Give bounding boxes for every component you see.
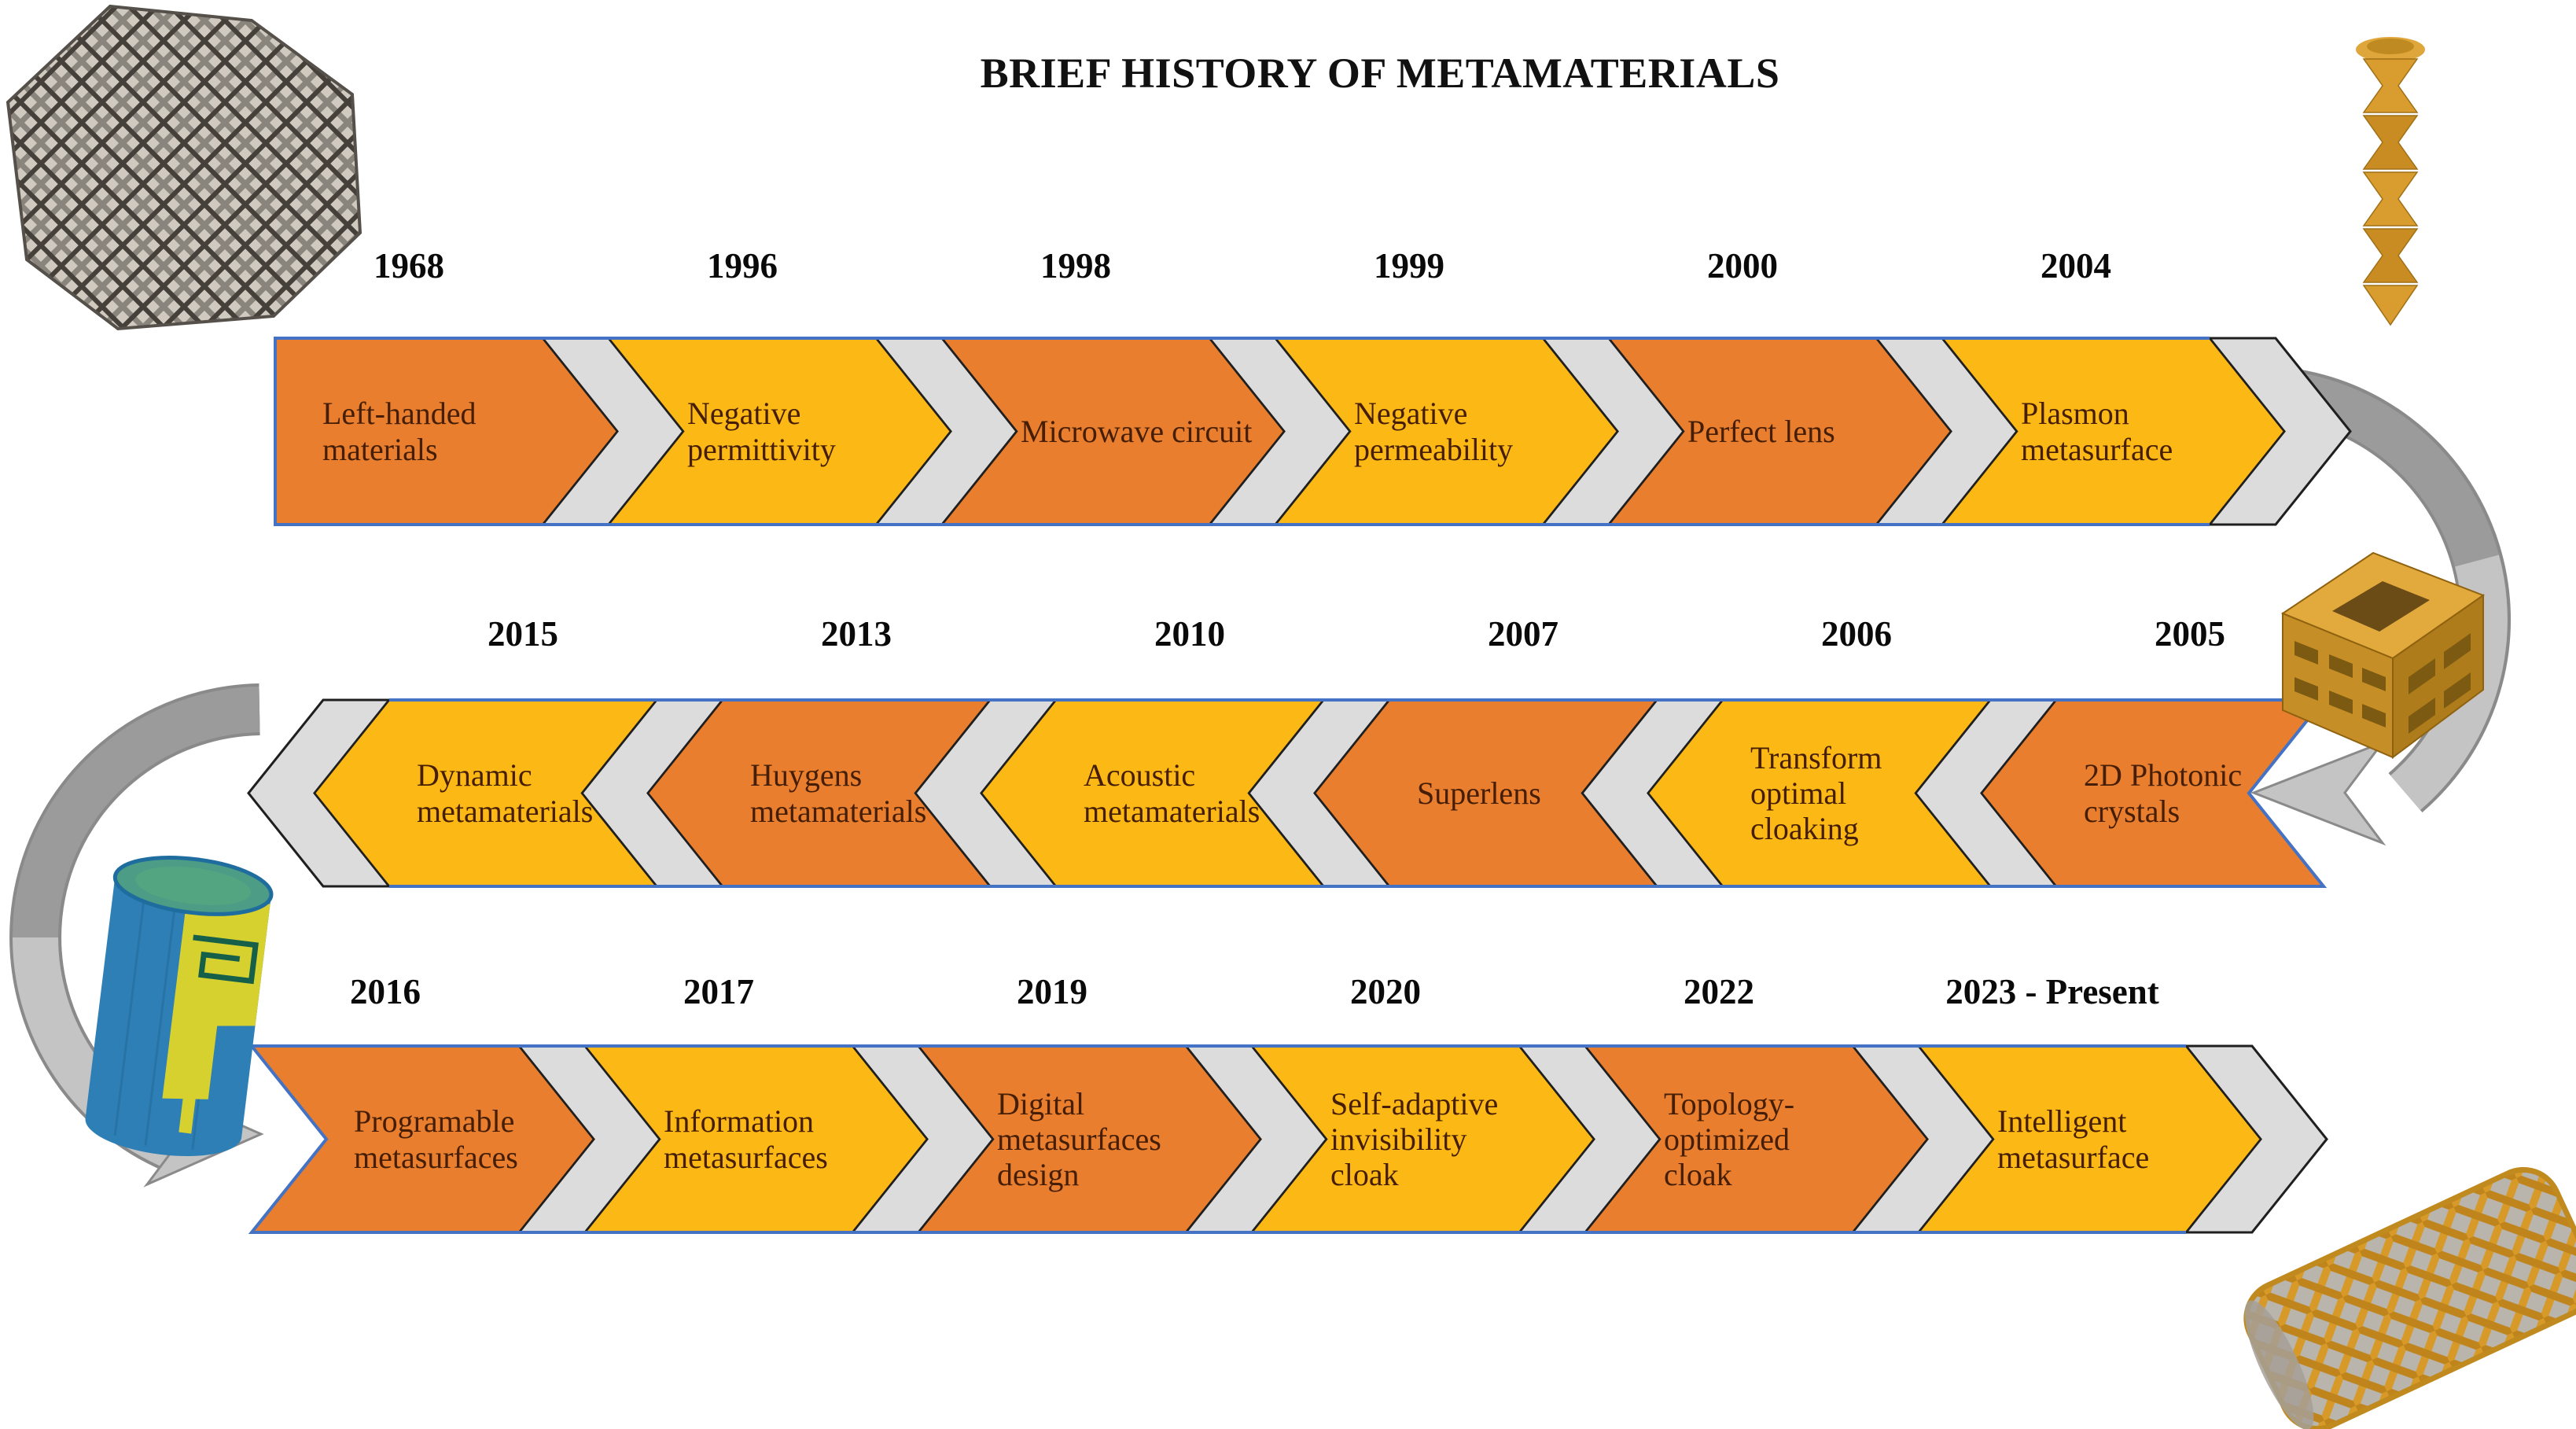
segment-label: Information metasurfaces xyxy=(664,1103,828,1175)
segment-label: Negative permeability xyxy=(1354,396,1514,467)
segment-label: 2D Photonic crystals xyxy=(2084,757,2243,829)
segment-label: Self-adaptive invisibility cloak xyxy=(1330,1085,1499,1193)
year-label: 1999 xyxy=(1374,246,1444,285)
year-label: 1996 xyxy=(707,246,778,285)
year-label: 2013 xyxy=(821,614,892,654)
year-label: 2023 - Present xyxy=(1945,972,2159,1011)
year-label: 2005 xyxy=(2155,614,2225,654)
year-label: 2020 xyxy=(1350,972,1421,1011)
year-label: 2016 xyxy=(350,972,421,1011)
segment-label: Programable metasurfaces xyxy=(354,1103,518,1175)
segment-label: Transform optimal cloaking xyxy=(1750,739,1882,847)
segment-label: Digital metasurfaces design xyxy=(997,1085,1161,1193)
gold-spike-model xyxy=(2356,37,2425,325)
segment-label: Perfect lens xyxy=(1687,413,1835,449)
year-label: 2019 xyxy=(1017,972,1087,1011)
year-label: 2000 xyxy=(1707,246,1778,285)
segment-label: Acoustic metamaterials xyxy=(1084,757,1260,829)
year-label: 2007 xyxy=(1488,614,1558,654)
figure-title: BRIEF HISTORY OF METAMATERIALS xyxy=(980,50,1780,97)
year-label: 2006 xyxy=(1821,614,1892,654)
segment-label: Topology-optimized cloak xyxy=(1664,1085,1795,1193)
year-label: 1968 xyxy=(374,246,444,285)
segment-label: Intelligent metasurface xyxy=(1997,1103,2150,1175)
year-label: 2017 xyxy=(683,972,754,1011)
segment-label: Dynamic metamaterials xyxy=(417,757,594,829)
segment-label: Microwave circuit xyxy=(1021,413,1253,449)
woven-cylinder-model xyxy=(2229,1158,2576,1429)
segment-label: Plasmon metasurface xyxy=(2021,396,2173,467)
year-label: 2010 xyxy=(1154,614,1225,654)
year-label: 1998 xyxy=(1040,246,1111,285)
segment-label: Left-handed materials xyxy=(322,396,477,467)
segment-label: Huygens metamaterials xyxy=(750,757,927,829)
year-label: 2004 xyxy=(2041,246,2111,285)
segment-label: Negative permittivity xyxy=(687,396,836,467)
year-label: 2015 xyxy=(488,614,558,654)
segment-label: Superlens xyxy=(1417,775,1541,811)
year-label: 2022 xyxy=(1684,972,1754,1011)
